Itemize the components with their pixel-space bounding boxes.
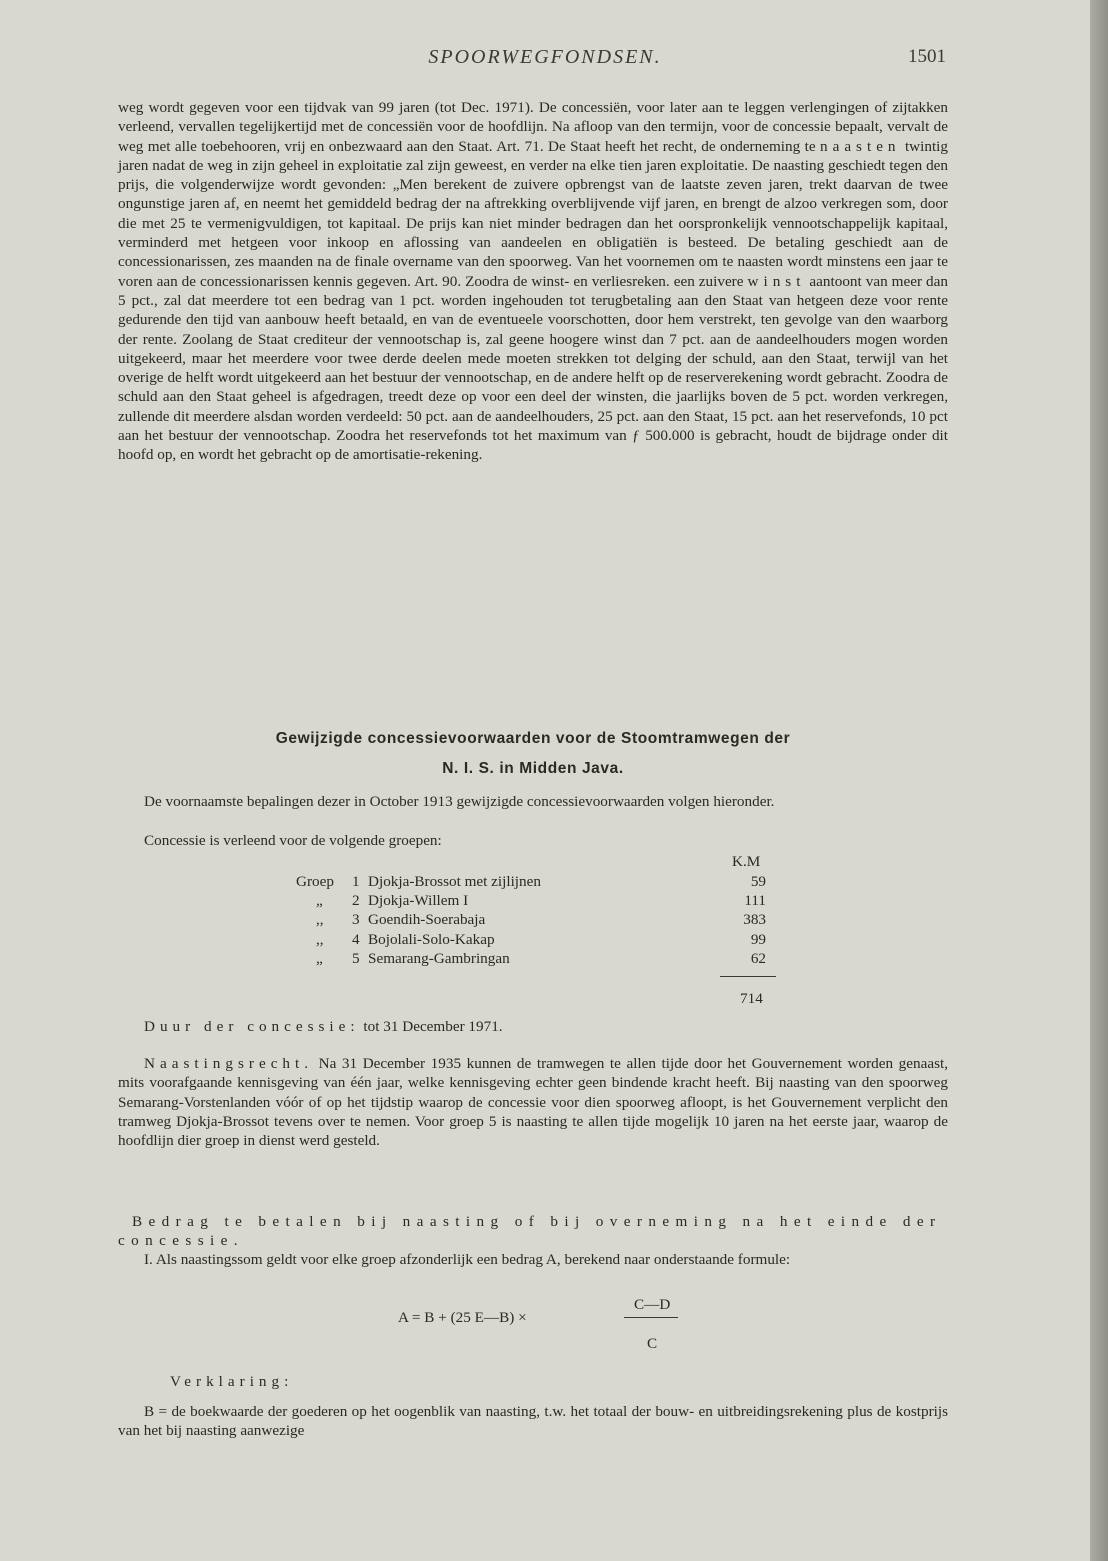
article-text-top bbox=[118, 98, 948, 465]
group-number: 2 bbox=[352, 892, 360, 909]
group-prefix: ,, bbox=[316, 911, 324, 928]
naasting-paragraph bbox=[118, 1054, 948, 1150]
formula-numerator: C—D bbox=[634, 1296, 671, 1313]
group-km: 59 bbox=[750, 873, 766, 890]
sum-rule bbox=[720, 976, 776, 977]
text-run: weg wordt gegeven voor een tijdvak van 99 jaren (tot Dec. 1971). De concessiën, voor later aan te leggen verlengingen of zijtakken verleend, vervallen tegelijkertijd met de concessiën voor de hoofdlijn. Na afloop van den termijn, voor de concessie bepaalt, vervalt de weg met alle toebehooren, vrij en onbezwaard aan den Staat. bbox=[118, 99, 948, 155]
rule-one: I. Als naastingssom geldt voor elke groep afzonderlijk een bedrag A, berekend naar onderstaande formule: bbox=[144, 1251, 791, 1268]
section-heading-line2: N. I. S. in Midden Java. bbox=[442, 760, 624, 777]
group-km: 383 bbox=[743, 911, 766, 928]
group-prefix: „ bbox=[316, 950, 323, 967]
group-name: Djokja-Brossot met zijlijnen bbox=[368, 873, 541, 890]
section-intro: De voornaamste bepalingen dezer in October 1913 gewijzigde concessievoorwaarden volgen hieronder. bbox=[144, 793, 775, 810]
section-heading-line1: Gewijzigde concessievoorwaarden voor de Stoomtramwegen der bbox=[275, 730, 791, 747]
group-row bbox=[296, 910, 776, 930]
text-run: twintig jaren nadat de weg in zijn geheel in exploitatie zal zijn geweest, en verder na elke tien jaren exploitatie. De naasting geschiedt tegen den prijs, die volgenderwijze wordt gevonden: „Men berekent de zuivere opbrengst van de laatste zeven jaren, trekt daarvan de twee ongunstige jaren af, en neemt het gemiddeld bedrag der na aftrekking overblijvende vijf jaren, en brengt de alzoo verkregen som, door die met 25 te vermenigvuldigen, tot kapitaal. De prijs kan niet minder bedragen dan het oorspronkelijk vennootschappelijk kapitaal, verminderd met hetgeen voor inkoop en aflossing van aandeelen en obligatiën is besteed. De betaling geschiedt aan de concessionarissen, zes maanden na de finale overname van den spoorweg. Van het voornemen om te naasten wordt minstens een jaar te voren aan de concessionarissen kennis gegeven. Art. 90. Zoodra de winst- en verliesreken. een zuivere bbox=[118, 137, 948, 290]
group-number: 1 bbox=[352, 873, 360, 890]
group-row bbox=[296, 891, 776, 911]
group-name: Djokja-Willem I bbox=[368, 892, 469, 909]
running-header: SPOORWEGFONDSEN. bbox=[428, 46, 662, 68]
naasting-text: Na 31 December 1935 kunnen de tramwegen te allen tijde door het Gouvernement worden genaast, mits voorafgaande kennisgeving van één jaar, welke kennisgeving echter geen bindende kracht heeft. Bij naasting van den spoorweg Semarang-Vorstenlanden vóór of op het tijdstip waarop de concessie voor dien spoorweg afloopt, is het Gouvernement verplicht den tramweg Djokja-Brossot tevens over te nemen. Voor groep 5 is naasting te allen tijde mogelijk 10 jaren na het eerste jaar, waarop de hoofdlijn dier groep in dienst werd gesteld. bbox=[118, 1055, 948, 1150]
group-prefix: ,, bbox=[316, 931, 324, 948]
page-edge bbox=[1090, 0, 1108, 1561]
group-number: 5 bbox=[352, 950, 360, 967]
total-km: 714 bbox=[740, 990, 763, 1007]
group-name: Semarang-Gambringan bbox=[368, 950, 510, 967]
naasting-label: Naastingsrecht. bbox=[144, 1055, 314, 1072]
group-prefix: Groep bbox=[296, 873, 334, 890]
formula-denominator: C bbox=[647, 1335, 658, 1352]
spaced-term-winst: winst bbox=[747, 272, 806, 290]
duration-value: tot 31 December 1971. bbox=[359, 1018, 503, 1035]
text-run: Art. 71. De Staat heeft het recht, de onderneming te bbox=[496, 137, 820, 155]
group-km: 99 bbox=[750, 931, 766, 948]
group-km: 62 bbox=[750, 950, 766, 967]
text-run: aantoont van meer dan 5 pct., zal dat meerdere tot een bedrag van 1 pct. worden ingehouden tot terugbetaling aan den Staat van hetgeen deze voor rente gedurende den tijd van aanbouw heeft betaald, en van de eventueele voorschotten, door hem verstrekt, ten gevolge van den waarborg der rente. Zoolang de Staat crediteur der vennootschap is, zal geene hoogere winst dan 7 pct. aan de aandeelhouders mogen worden uitgekeerd, maar het meerdere voor twee derde deelen mede moeten strekken tot delging der schuld, aan den Staat, terwijl van het overige de helft wordt uitgekeerd aan het bestuur der vennootschap, en de andere helft op de reserverekening wordt gebracht. Zoodra de schuld aan den Staat geheel is afgedragen, treedt deze op voor een deel der winsten, die jaarlijks boven de 5 pct. worden verkregen, zullende dit meerdere alsdan worden verdeeld: 50 pct. aan de aandeelhouders, 25 pct. aan den Staat, 15 pct. aan het reservefonds, 10 pct aan het bestuur der vennootschap. Zoodra het reservefonds tot het maximum van ƒ 500.000 is gebracht, houdt de bijdrage onder dit hoofd op, en wordt het gebracht op de amortisatie-rekening. bbox=[118, 272, 948, 464]
group-row bbox=[296, 930, 776, 950]
page-number: 1501 bbox=[908, 46, 946, 67]
group-row bbox=[296, 949, 776, 969]
paragraph-articles bbox=[118, 98, 948, 465]
group-name: Bojolali-Solo-Kakap bbox=[368, 931, 495, 948]
verklaring-label: Verklaring: bbox=[170, 1373, 294, 1390]
group-number: 4 bbox=[352, 931, 360, 948]
group-name: Goendih-Soerabaja bbox=[368, 911, 486, 928]
verklaring-heading bbox=[118, 1372, 948, 1391]
formula-left: A = B + (25 E—B) × bbox=[398, 1309, 527, 1326]
fraction-bar bbox=[624, 1317, 678, 1318]
unit-header: K.M bbox=[732, 853, 761, 870]
group-km: 111 bbox=[744, 892, 766, 909]
duration-line bbox=[118, 1017, 948, 1036]
verklaring-text: B = de boekwaarde der goederen op het oogenblik van naasting, t.w. het totaal der bouw- en uitbreidingsrekening plus de kostprijs van het bij naasting aanwezige bbox=[118, 1403, 948, 1440]
groups-intro: Concessie is verleend voor de volgende groepen: bbox=[144, 832, 442, 849]
group-row bbox=[296, 872, 776, 892]
bedrag-label: Bedrag te betalen bij naasting of bij overneming na het einde der concessie. bbox=[118, 1213, 942, 1250]
group-number: 3 bbox=[352, 911, 360, 928]
group-prefix: „ bbox=[316, 892, 323, 909]
spaced-term-naasten: naasten bbox=[819, 137, 901, 155]
duration-label: Duur der concessie: bbox=[144, 1018, 360, 1035]
